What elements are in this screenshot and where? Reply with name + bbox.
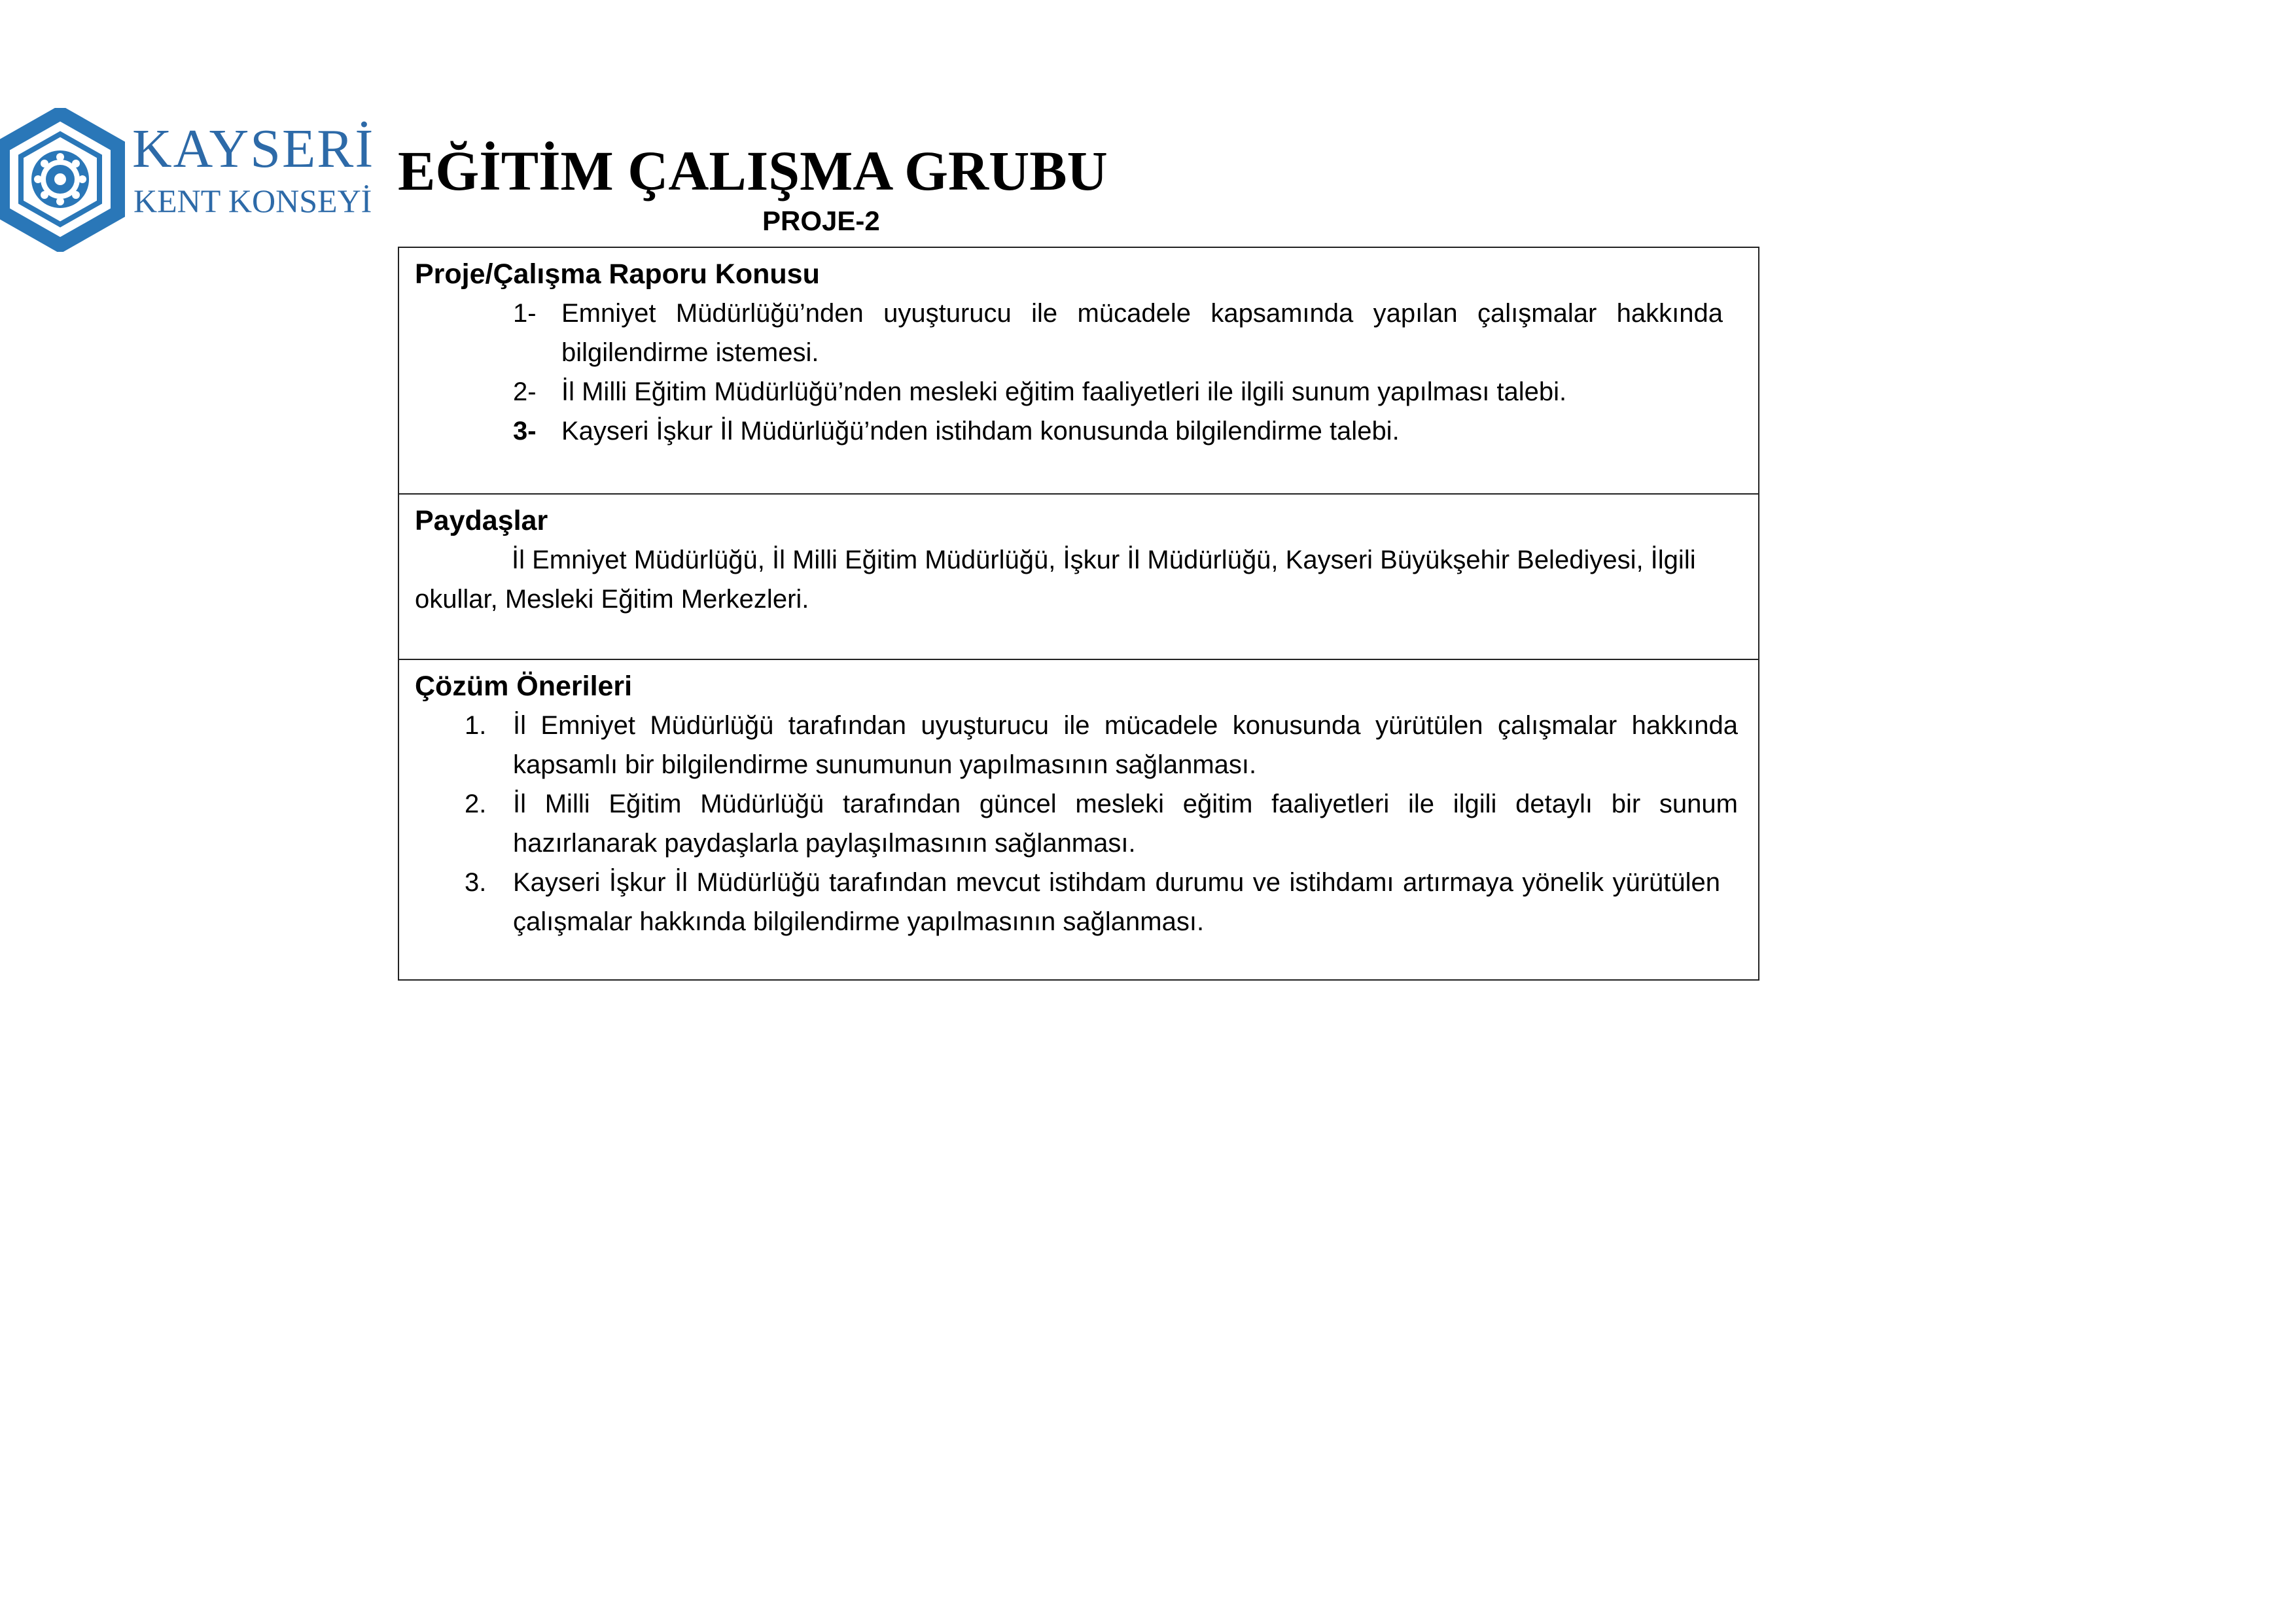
stakeholders-paragraph [415,540,1742,619]
topic-item-text: Emniyet Müdürlüğü’nden uyuşturucu ile mücadele kapsamında yapılan çalışmalar hakkında bilgilendirme istemesi. [561,299,1723,367]
topic-item-number: 3- [513,417,537,445]
stakeholders-text: İl Emniyet Müdürlüğü, İl Milli Eğitim Müdürlüğü, İşkur İl Müdürlüğü, Kayseri Büyükşehir Belediyesi, İlgili okullar, Mesleki Eğitim Merkezleri. [415,546,1696,614]
solution-item-text: Kayseri İşkur İl Müdürlüğü tarafından mevcut istihdam durumu ve istihdamı artırmaya yönelik yürütülen çalışmalar hakkında bilgilendirme yapılmasının sağlanması. [513,868,1720,936]
solution-item [415,706,1742,784]
topic-item-text: İl Milli Eğitim Müdürlüğü’nden mesleki eğitim faaliyetleri ile ilgili sunum yapılması talebi. [561,377,1567,406]
topic-item [415,372,1742,411]
solution-item-text: İl Emniyet Müdürlüğü tarafından uyuşturucu ile mücadele konusunda yürütülen çalışmalar hakkında kapsamlı bir bilgilendirme sunumunun yapılmasının sağlanması. [513,711,1738,779]
solution-item-number: 1. [465,711,487,740]
solution-item [415,784,1742,863]
topic-section [399,248,1758,493]
stakeholders-heading: Paydaşlar [415,505,548,536]
logo-text-kayseri: KAYSERİ [132,118,375,179]
page-subtitle: PROJE-2 [762,205,880,236]
solutions-section [399,659,1758,979]
stakeholders-section [399,493,1758,659]
solution-item-number: 2. [465,790,487,818]
topic-item-number: 2- [513,377,537,406]
logo-text-kent-konseyi: KENT KONSEYİ [133,183,372,219]
topic-item-number: 1- [513,299,537,328]
page-title: EĞİTİM ÇALIŞMA GRUBU [398,139,1108,202]
topic-item-text: Kayseri İşkur İl Müdürlüğü’nden istihdam konusunda bilgilendirme talebi. [561,417,1400,445]
report-table [398,247,1759,981]
solution-item-text: İl Milli Eğitim Müdürlüğü tarafından güncel mesleki eğitim faaliyetleri ile ilgili detaylı bir sunum hazırlanarak paydaşlarla paylaşılmasının sağlanması. [513,790,1738,858]
solutions-heading: Çözüm Önerileri [415,671,633,702]
solution-item [415,863,1742,941]
hexagon-emblem-icon [0,108,131,252]
topic-heading: Proje/Çalışma Raporu Konusu [415,258,820,290]
topic-item [415,294,1742,372]
topic-item [415,411,1742,451]
solution-item-number: 3. [465,868,487,897]
